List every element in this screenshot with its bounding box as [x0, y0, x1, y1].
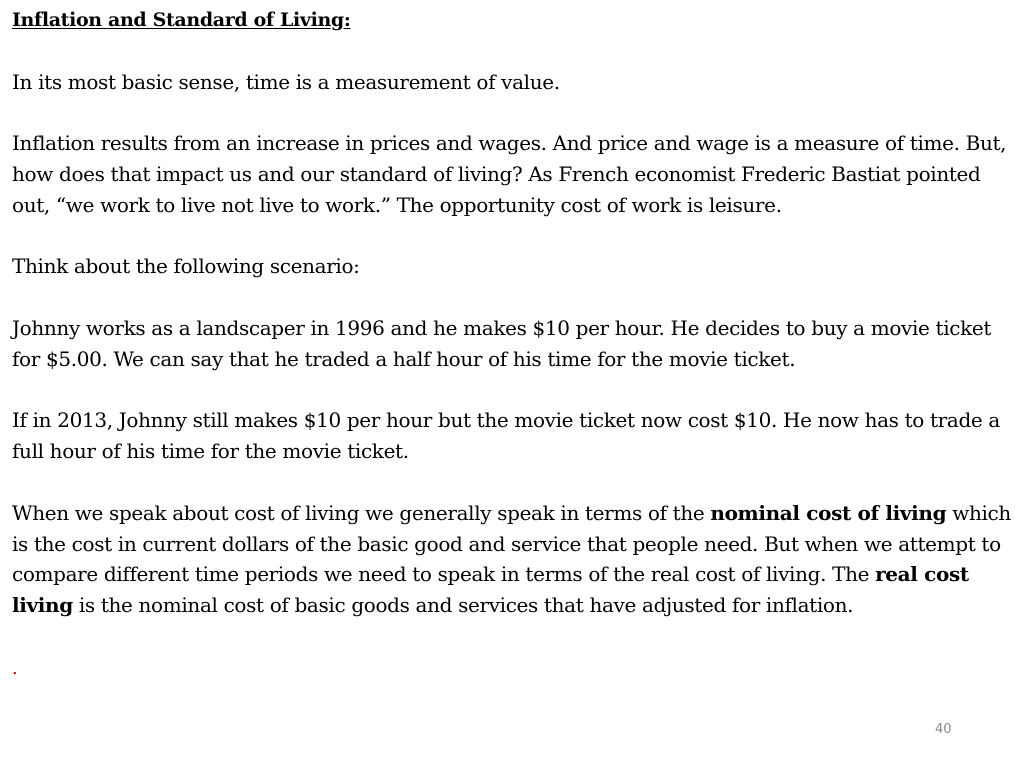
slide-title-line	[12, 4, 1016, 36]
paragraph-time-value: In its most basic sense, time is a measurement of value.	[12, 69, 560, 94]
trailing-mark-line	[12, 652, 1016, 685]
cost-of-living-text-1: When we speak about cost of living we generally speak in terms of the	[12, 500, 711, 525]
paragraph-cost-of-living	[12, 498, 1016, 621]
page-number: 40	[935, 722, 952, 737]
trailing-mark: .	[12, 657, 18, 679]
paragraph-scenario-intro: Think about the following scenario:	[12, 254, 360, 279]
paragraph-scenario-2013: If in 2013, Johnny still makes $10 per hour but the movie ticket now cost $10. He now has to trade a full hour of his time for the movie ticket.	[12, 408, 1000, 464]
paragraph-inflation: Inflation results from an increase in prices and wages. And price and wage is a measure of time. But, how does that impact us and our standard of living? As French economist Frederic Bastiat pointed out, “we work to live not live to work.” The opportunity cost of work is leisure.	[12, 131, 1007, 217]
cost-of-living-text-3: is the nominal cost of basic goods and services that have adjusted for inflation.	[72, 593, 854, 618]
cost-of-living-text-2: which is the cost in current dollars of the basic good and service that people need. But when we attempt to compare different time periods we need to speak in terms of the real cost of living. The	[12, 500, 1011, 587]
term-real-cost-living: real cost living	[12, 562, 969, 618]
slide-body	[12, 4, 1016, 715]
term-nominal-cost-of-living: nominal cost of living	[710, 500, 947, 525]
paragraph-scenario-1996: Johnny works as a landscaper in 1996 and he makes $10 per hour. He decides to buy a movie ticket for $5.00. We can say that he traded a half hour of his time for the movie ticket.	[12, 315, 992, 371]
slide-title: Inflation and Standard of Living:	[12, 9, 351, 31]
